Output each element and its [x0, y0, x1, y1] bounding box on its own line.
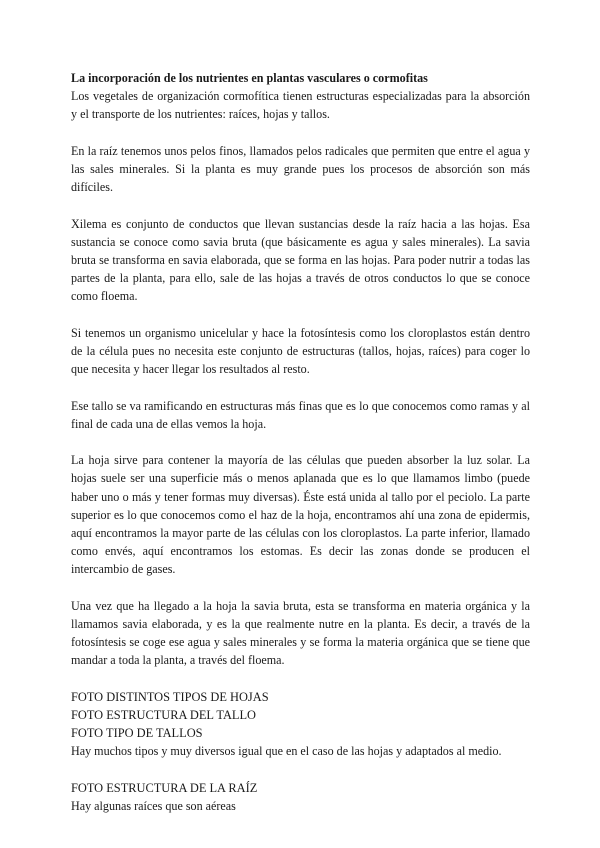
paragraph-leaf: La hoja sirve para contener la mayoría de las células que pueden absorber la luz solar. La hojas suele ser una superficie más o menos aplanada que es lo que llamamos limbo (puede haber uno o más y tener formas muy diversas). Éste está unida al tallo por el peciolo. La parte superior es lo que conocemos como el haz de la hoja, encontramos ahí una zona de epidermis, aquí encontramos la mayor parte de las células con los cloroplastos. La parte inferior, llamado como envés, aquí encontramos los estomas. Es decir las zonas donde se producen el intercambio de gases.	[71, 453, 530, 577]
spacer	[71, 761, 530, 779]
paragraph-root-hairs: En la raíz tenemos unos pelos finos, llamados pelos radicales que permiten que entre el agua y las sales minerales. Si la planta es muy grande pues los procesos de absorción son más difíciles.	[71, 143, 530, 195]
document-page	[71, 69, 530, 815]
photo-caption-stem-structure: FOTO ESTRUCTURA DEL TALLO	[71, 708, 256, 722]
paragraph-intro: Los vegetales de organización cormofítica tienen estructuras especializadas para la absorción y el transporte de los nutrientes: raíces, hojas y tallos.	[71, 89, 530, 122]
photo-caption-root-structure: FOTO ESTRUCTURA DE LA RAÍZ	[71, 780, 258, 795]
stems-note: Hay muchos tipos y muy diversos igual que en el caso de las hojas y adaptados al medio.	[71, 744, 502, 759]
root-note: Hay algunas raíces que son aéreas	[71, 799, 236, 813]
paragraph-elaborated-sap: Una vez que ha llegado a la hoja la savia bruta, esta se transforma en materia orgánica y la llamamos savia elaborada, y es la que realmente nutre en la planta. Es decir, a través de la fotosíntesis se coge ese agua y sales minerales y se forma la materia orgánica que se tiene que mandar a toda la planta, a través del floema.	[71, 598, 530, 668]
paragraph-stem-branches: Ese tallo se va ramificando en estructuras más finas que es lo que conocemos como ramas y al final de cada una de ellas vemos la hoja.	[71, 398, 530, 431]
paragraph-unicellular: Si tenemos un organismo unicelular y hace la fotosíntesis como los cloroplastos están dentro de la célula pues no necesita este conjunto de estructuras (tallos, hojas, raíces) para coger lo que necesita y hacer llegar los resultados al resto.	[71, 325, 530, 377]
paragraph-xylem: Xilema es conjunto de conductos que llevan sustancias desde la raíz hacia a las hojas. Esa sustancia se conoce como savia bruta (que básicamente es agua y sales minerales). La savia bruta se transforma en savia elaborada, que se forma en las hojas. Para poder nutrir a todas las partes de la planta, para ello, sale de las hojas a través de otros conductos lo que se conoce como floema.	[71, 216, 530, 304]
photo-caption-stem-types: FOTO TIPO DE TALLOS	[71, 726, 203, 741]
photo-caption-leaf-types: FOTO DISTINTOS TIPOS DE HOJAS	[71, 689, 269, 704]
document-title: La incorporación de los nutrientes en plantas vasculares o cormofitas	[71, 71, 428, 85]
